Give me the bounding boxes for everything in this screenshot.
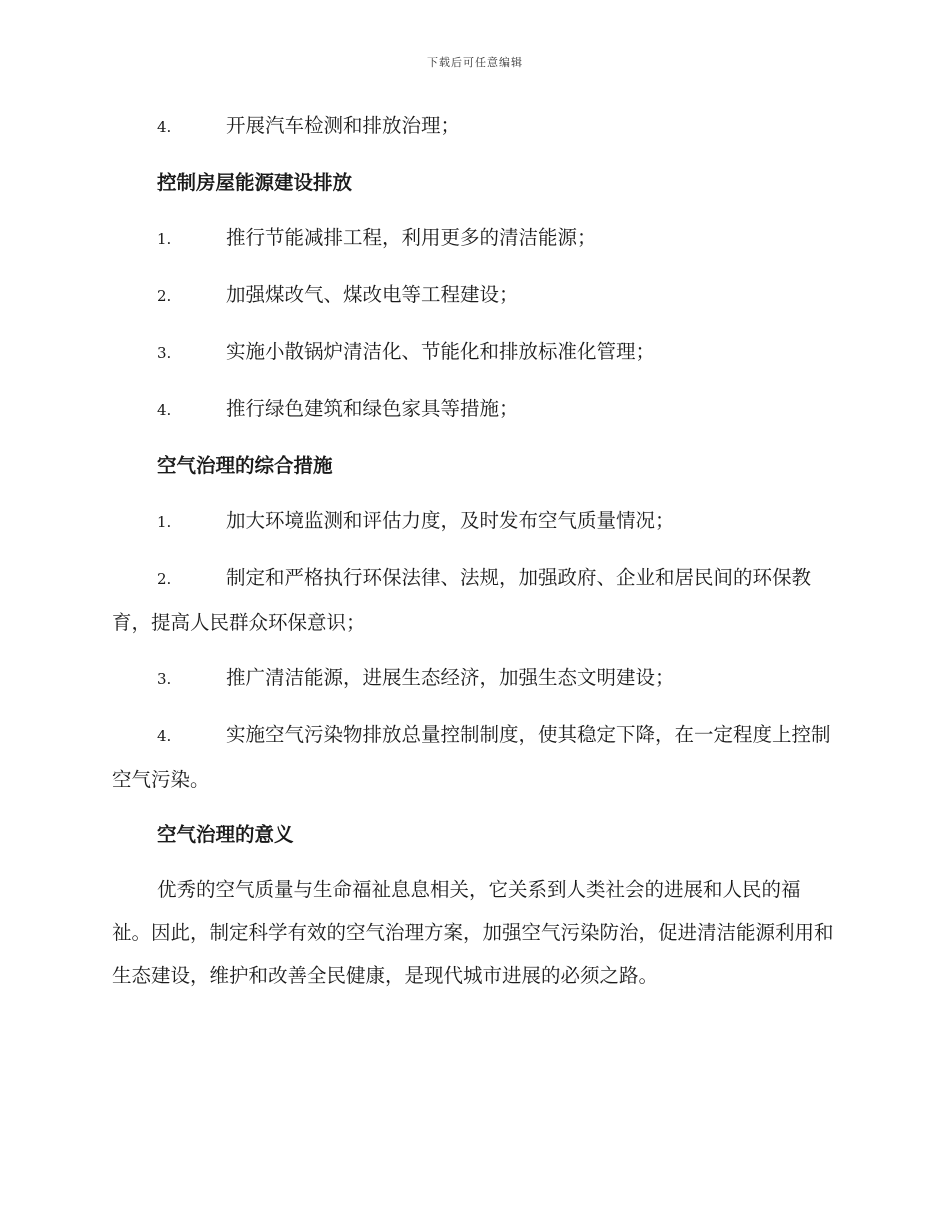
list-item-text: 加强煤改气、煤改电等工程建设； — [226, 283, 519, 306]
list-item-text: 推行绿色建筑和绿色家具等措施； — [226, 397, 519, 420]
list-item-text: 实施空气污染物排放总量控制制度，使其稳定下降，在一定程度上控制空气污染。 — [112, 723, 831, 791]
section-heading-comprehensive-measures: 空气治理的综合措施 — [157, 454, 333, 477]
list-item-measures-4 — [112, 713, 836, 801]
list-number: 4. — [157, 401, 172, 419]
list-item-house-2 — [112, 273, 836, 318]
list-number: 2. — [157, 287, 172, 305]
list-item-house-3 — [112, 330, 836, 375]
list-item-car-4 — [112, 104, 836, 149]
list-item-text: 制定和严格执行环保法律、法规，加强政府、企业和居民间的环保教育，提高人民群众环保意识； — [112, 566, 812, 634]
list-item-text: 实施小散锅炉清洁化、节能化和排放标准化管理； — [226, 340, 656, 363]
section-heading-house-energy: 控制房屋能源建设排放 — [157, 171, 353, 194]
list-number: 1. — [157, 513, 172, 531]
list-item-text: 推行节能减排工程，利用更多的清洁能源； — [226, 226, 597, 249]
list-number: 3. — [157, 670, 172, 688]
list-item-text: 加大环境监测和评估力度，及时发布空气质量情况； — [226, 509, 675, 532]
list-item-measures-2 — [112, 556, 836, 644]
list-number: 2. — [157, 570, 172, 588]
list-item-text: 开展汽车检测和排放治理； — [226, 114, 461, 137]
list-item-measures-1 — [112, 499, 836, 544]
list-item-text: 推广清洁能源，进展生态经济，加强生态文明建设； — [226, 666, 675, 689]
page-header-note: 下载后可任意编辑 — [427, 56, 523, 69]
list-number: 3. — [157, 344, 172, 362]
significance-paragraph: 优秀的空气质量与生命福祉息息相关，它关系到人类社会的进展和人民的福祉。因此，制定科学有效的空气治理方案，加强空气污染防治，促进清洁能源利用和生态建设，维护和改善全民健康，是现代城市进展的必须之路。 — [112, 878, 834, 987]
section-heading-significance: 空气治理的意义 — [157, 823, 294, 846]
list-item-house-4 — [112, 387, 836, 432]
list-number: 4. — [157, 727, 172, 745]
list-number: 1. — [157, 230, 172, 248]
list-item-measures-3 — [112, 656, 836, 701]
list-item-house-1 — [112, 216, 836, 261]
list-number: 4. — [157, 118, 172, 136]
document-body — [112, 104, 836, 997]
